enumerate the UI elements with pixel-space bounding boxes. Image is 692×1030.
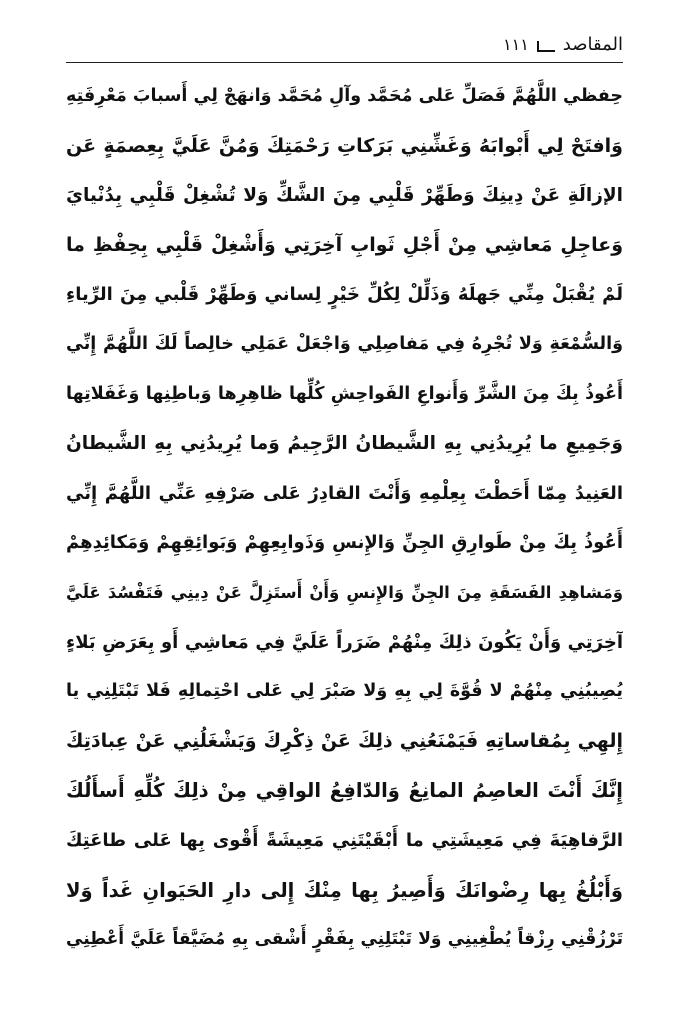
text-line: وَافتَحْ لِي أَبْوابَهُ وَغَشِّنِي بَرَكاتِ رَحْمَتِكَ وَمُنَّ عَلَيَّ بِعِصمَةٍ عَن	[66, 134, 623, 157]
body-text	[66, 72, 623, 965]
text-line: أَعُوذُ بِكَ مِنَ الشَّرِّ وَأَنواعِ الفَواحِشِ كُلِّها ظاهِرِها وَباطِنِها وَغَفَلاتِها	[66, 383, 623, 404]
header-rule	[66, 62, 623, 63]
text-line: تَرْزُقْنِي رِزْقاً يُطْغِينِي وَلا تَبْتَلِنِي بِفَقْرٍ أَشْقى بِهِ مُضَيَّقاً عَلَيَّ أَعْطِنِي	[66, 929, 623, 950]
header-bracket-mark	[537, 41, 555, 52]
text-line: إِلهِي بِمُقاساتِهِ فَيَمْنَعُنِي ذلِكَ عَنْ ذِكْرِكَ وَيَشْغَلُنِي عَنْ عِبادَتِكَ	[66, 729, 623, 752]
text-line: أَعُوذُ بِكَ مِنْ طَوارِقِ الجِنِّ وَالإِنسِ وَذَوابِعِهِمْ وَبَوائِقِهِمْ وَمَكائِدِهِمْ	[66, 532, 623, 554]
header-title: المقاصد	[562, 33, 623, 55]
text-line: وَمَشاهِدِ الفَسَقَةِ مِنَ الجِنِّ وَالإِنسِ وَأَنْ أَستَزِلَّ عَنْ دِينِي فَتَفْسُدَ عَلَيَّ	[66, 582, 623, 602]
text-line: الرَّفاهِيَةَ فِي مَعِيشَتِي ما أَبْقَيْتَنِي مَعِيشَةً أَقْوى بِها عَلى طاعَتِكَ	[66, 829, 623, 851]
text-line: وَالسُّمْعَةِ وَلا تُجْرِهُ فِي مَفاصِلِي وَاجْعَلْ عَمَلِي خالِصاً لَكَ اللَّهُمَّ إِنِّي	[66, 333, 623, 354]
text-line: وَأَبْلُغُ بِها رِضْوانَكَ وَأَصِيرُ بِها مِنْكَ إِلى دارِ الحَيَوانِ غَداً وَلا	[66, 878, 623, 902]
running-header	[66, 30, 623, 58]
text-line: العَنِيدُ مِمّا أَحَطْتَ بِعِلْمِهِ وَأَنْتَ القادِرُ عَلى صَرْفِهِ عَنِّي اللَّهُمَّ إِنِّي	[66, 482, 623, 504]
text-line: لَمْ يُقْبَلْ مِنِّي جَهلَهُ وَذَلِّلْ لِكُلِّ خَيْرٍ لِساني وَطَهِّرْ قَلْبي مِنَ الرِّياءِ	[66, 284, 623, 306]
text-line: الإزالَةِ عَنْ دِينِكَ وَطَهِّرْ قَلْبِي مِنَ الشَّكِّ وَلا تُشْغِلْ قَلْبِي بِدُنْيايَ	[66, 185, 623, 207]
text-line: وَعاجِلِ مَعاشِي مِنْ أَجْلِ ثَوابِ آخِرَتِي وَأَشْغِلْ قَلْبِي بِحِفْظِ ما	[66, 233, 623, 256]
text-line: يُصِيبُنِي مِنْهُمْ لا قُوَّةَ لِي بِهِ وَلا صَبْرَ لِي عَلى احْتِمالِهِ فَلا تَبْتَلِنِي يا	[66, 681, 623, 702]
text-line: آخِرَتِي وَأَنْ يَكُونَ ذلِكَ مِنْهُمْ ضَرَراً عَلَيَّ فِي مَعاشِي أَو بِعَرَضِ بَلاءٍ	[66, 631, 623, 653]
text-line: إِنَّكَ أَنْتَ العاصِمُ المانِعُ وَالدّافِعُ الواقِي مِنْ ذلِكَ كُلِّهِ أَسأَلُكَ	[66, 779, 623, 803]
text-line: وَجَمِيعِ ما يُرِيدُنِي بِهِ الشَّيطانُ الرَّجِيمُ وَما يُرِيدُنِي بِهِ الشَّيطانُ	[66, 433, 623, 455]
page-number: ١١١	[503, 34, 529, 54]
text-line: حِفظي اللَّهُمَّ فَصَلِّ عَلى مُحَمَّد وآلِ مُحَمَّد وَانهَجْ لِي أَسبابَ مَعْرِفَتِهِ	[66, 86, 623, 106]
